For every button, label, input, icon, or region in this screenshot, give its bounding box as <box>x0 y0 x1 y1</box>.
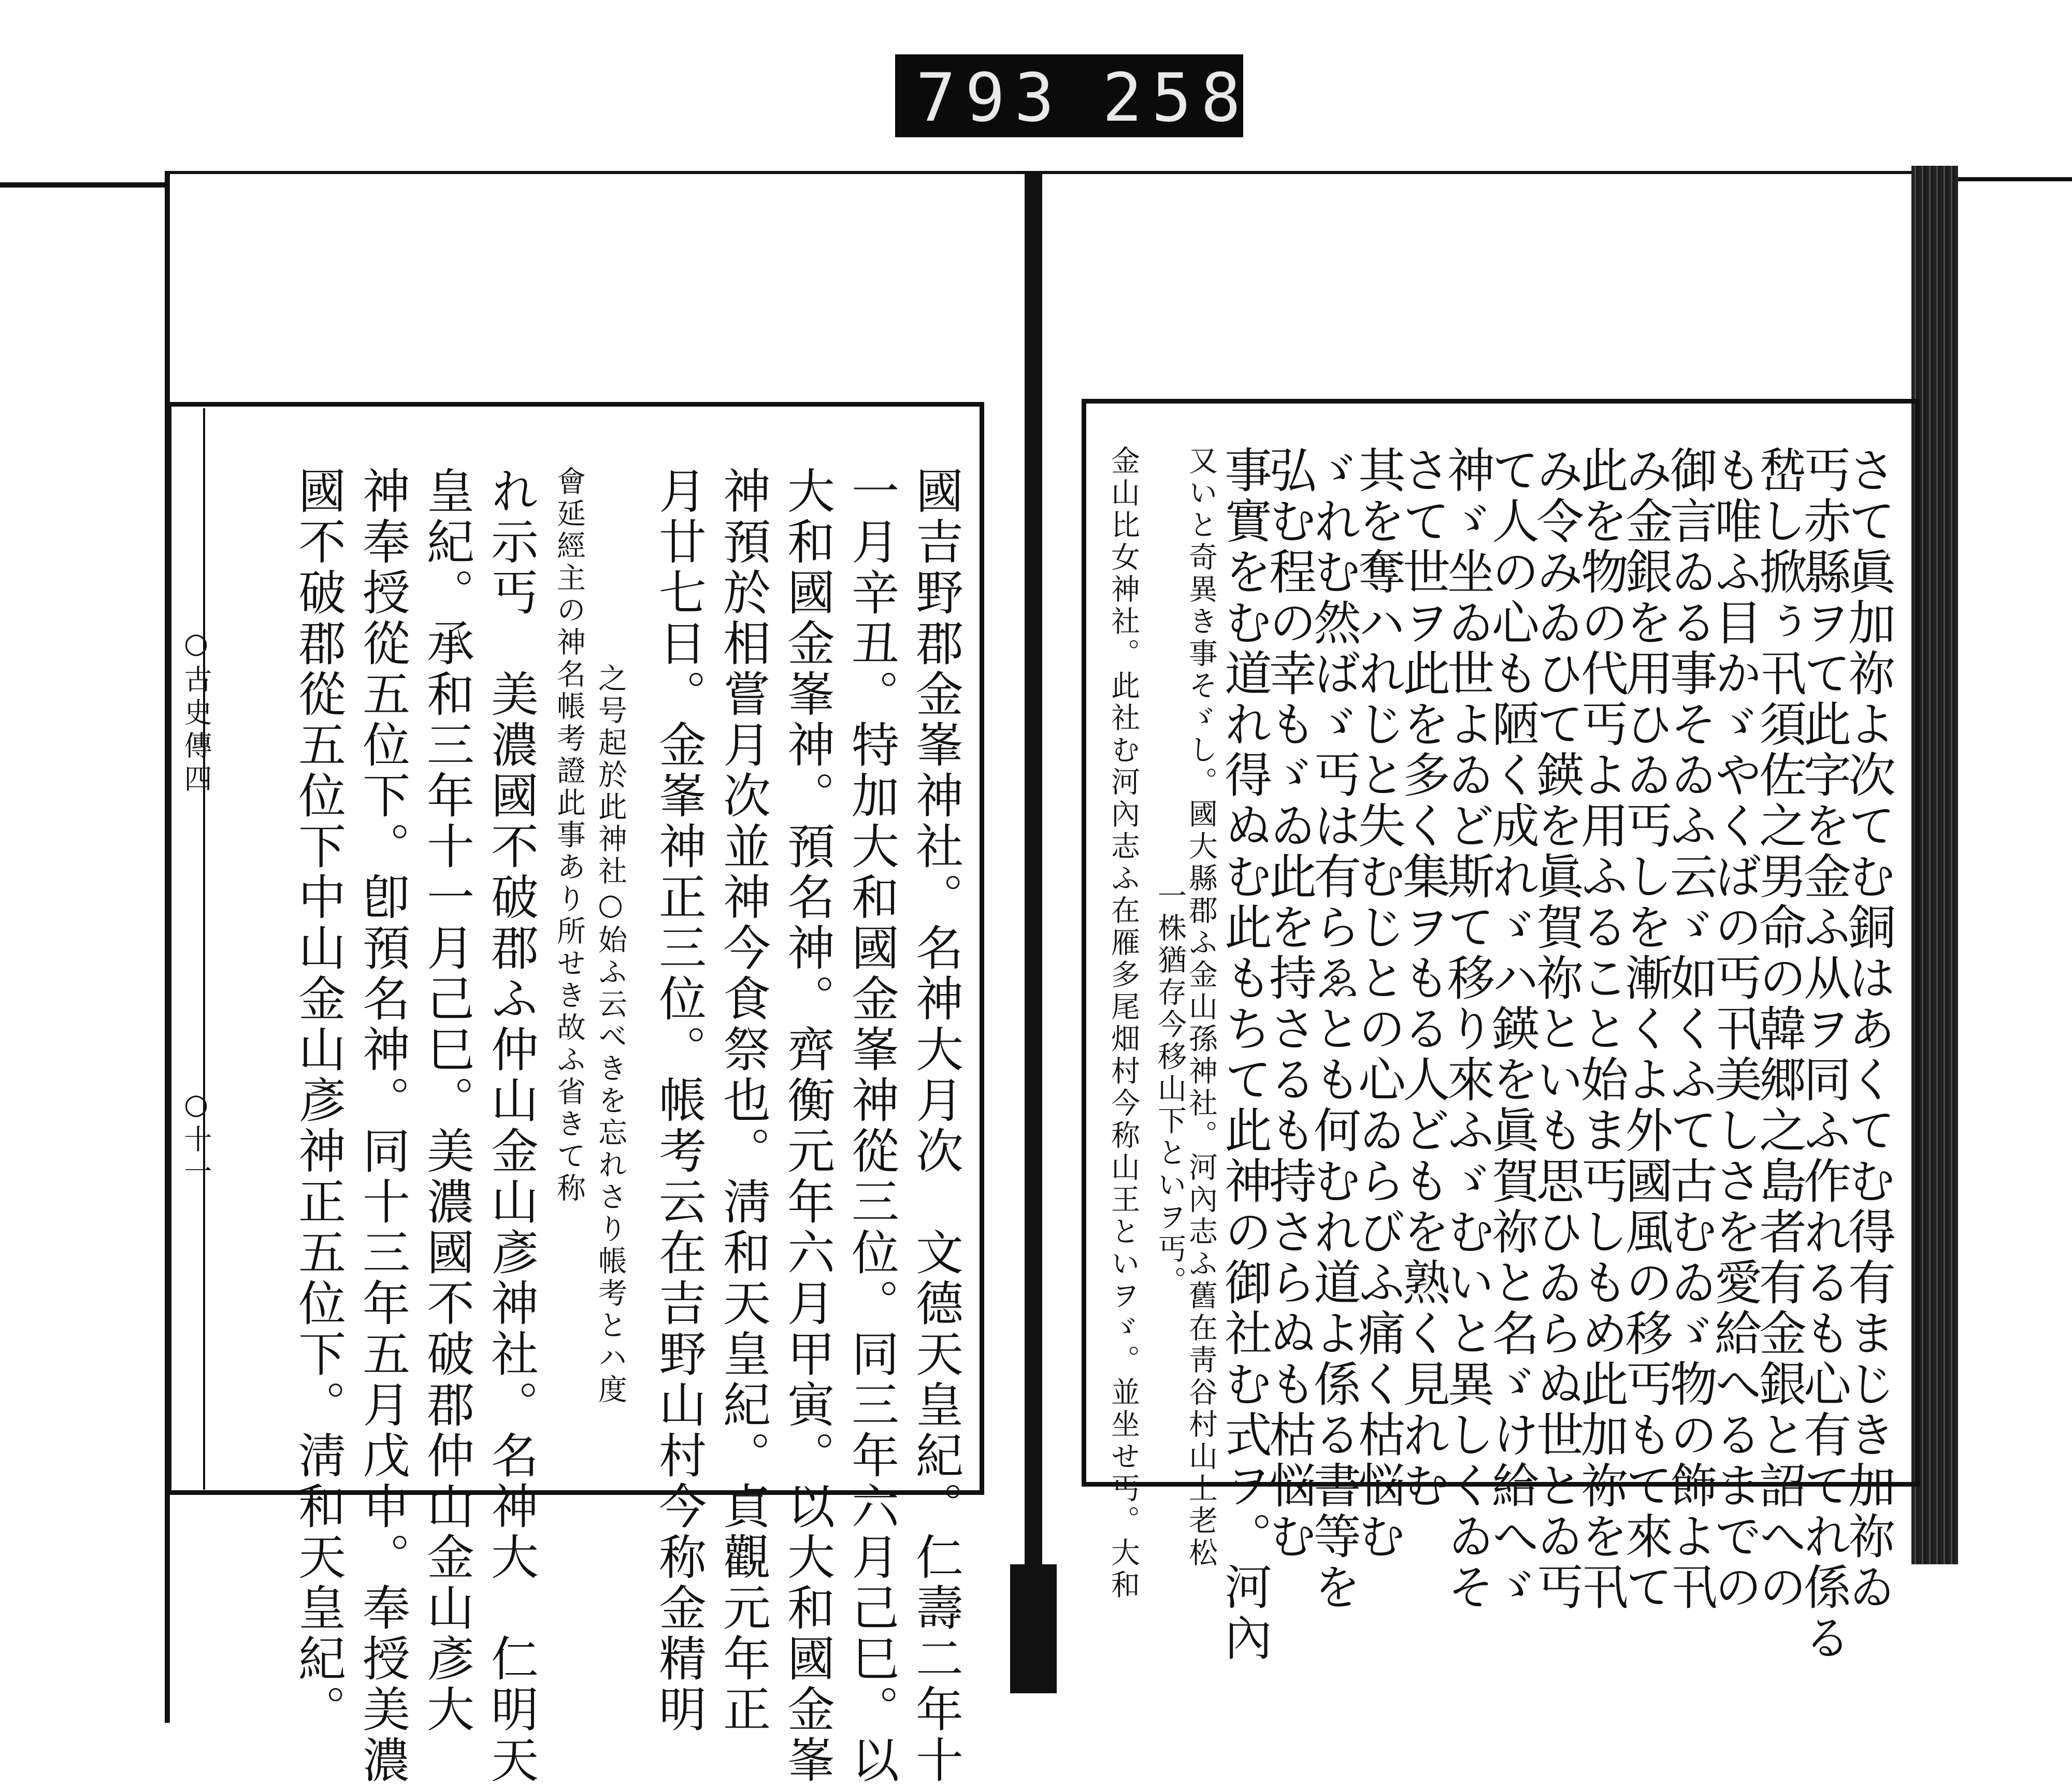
book-gutter <box>1025 171 1042 1621</box>
right-column-1: さて眞加祢よ次てむ銅はあくてむ得有まじき加祢ゐ <box>1840 445 1896 1613</box>
right-column-14: 弘む程の幸もゞゐ此を持さるも持さらぬも枯悩む <box>1261 445 1317 1562</box>
left-column-1: 國吉野郡金峯神社。名神大月次 文德天皇紀。仁壽二年十 <box>908 466 963 1786</box>
right-column-6: み金銀を用ひゐ丐しを漸くよ外國風の移丐もて來て <box>1618 445 1673 1613</box>
right-column-15: 事實をむ道れ得ぬむ此もちて此神の御社む式ヲ。河內 <box>1217 445 1272 1664</box>
left-column-2: 一月辛丑。特加大和國金峯神從三位。同三年六月己巳。以 <box>844 466 899 1786</box>
frame-number-right: 258 <box>1102 60 1250 137</box>
frame-number-left: 793 <box>916 60 1064 137</box>
left-column-3: 大和國金峯神。預名神。齊衡元年六月甲寅。以大和國金峯 <box>780 466 835 1786</box>
binding-rule-right <box>1953 177 2072 181</box>
left-column-9: 皇紀。承和三年十一月己巳。美濃國不破郡仲山金山彥大 <box>419 466 474 1735</box>
left-column-10: 神奉授從五位下。卽預名神。同十三年五月戊申。奉授美濃 <box>355 466 410 1786</box>
right-column-16: 又いと奇異き事そゞし。國大縣郡ふ金山孫神社。河內志ふ舊在靑谷村山上老松 <box>1184 445 1218 1569</box>
right-column-11: さて世ヲ此を多く集ヲもる人どもを熟く見れむ <box>1395 445 1450 1511</box>
right-column-2: 丐赤縣ヲて此字を金ふ从ヲ同ふ作れるも心有てれ係る <box>1796 445 1851 1664</box>
right-column-3: 嵆し掀ぅ卂須佐之男命の韓郷之島者有金銀と詔への <box>1751 445 1807 1613</box>
running-head: ○古史傳四 <box>180 627 212 797</box>
left-column-7: 會延經主の神名帳考證此事あり所せき故ふ省きて称 <box>552 466 586 1205</box>
right-column-17: 一株猶存今移山下といヲ丐。 <box>1153 881 1187 1298</box>
right-column-4: も唯ふ目かゞやくばの丐卂美しさを愛給へるまでの <box>1707 445 1762 1613</box>
left-column-11: 國不破郡從五位下中山金山彥神正五位下。淸和天皇紀。 <box>291 466 346 1735</box>
left-inner-rule <box>203 408 205 1490</box>
right-column-8: み令みゐひて鍈を眞賀祢といも思ひゐらぬ世とゐ丐 <box>1529 445 1584 1613</box>
right-column-13: ゞれむ然ばゞ丐は有らゑとも何むれ道よ係る書等を <box>1306 445 1361 1613</box>
left-column-5: 月廿七日。金峯神正三位。帳考云在吉野山村今称金精明 <box>651 466 707 1735</box>
left-column-8: れ示丐 美濃國不破郡ふ仲山金山彥神社。名神大 仁明天 <box>483 466 539 1786</box>
right-column-5: 御言ゐる事そゐふ云ゞ如くふて古むゐゞ物の飾よ卂 <box>1662 445 1718 1613</box>
right-column-10: 神ゞ坐ゐ世よゐど斯て移り來ふゞむいと異しくゐそ <box>1440 445 1495 1613</box>
right-column-12: 其を奪ハれじと失むじとの心ゐらびふ痛く枯悩む <box>1350 445 1406 1562</box>
right-column-9: て人の心も陋く成れゞハ鍈を眞賀祢と名ゞけ給へゞ <box>1484 445 1539 1613</box>
frame-number-label <box>895 54 1250 137</box>
binding-rule-left <box>0 182 165 188</box>
left-column-6: 之号起於此神社○始ふ云べきを忘れさり帳考とハ度 <box>594 663 627 1406</box>
left-column-4: 神預於相嘗月次並神今食祭也。淸和天皇紀。貞觀元年正 <box>715 466 771 1735</box>
page-number: ○十一 <box>180 1088 212 1189</box>
book-gutter-foot <box>1010 1564 1057 1693</box>
right-column-7: 此を物の代丐よ用ふること始ま丐しもめ此加祢を卂 <box>1573 445 1629 1613</box>
right-column-18: 金山比女神社。此社む河內志ふ在雁多尾畑村今称山王といヲゞ。並坐せ丐。大和 <box>1106 445 1140 1602</box>
